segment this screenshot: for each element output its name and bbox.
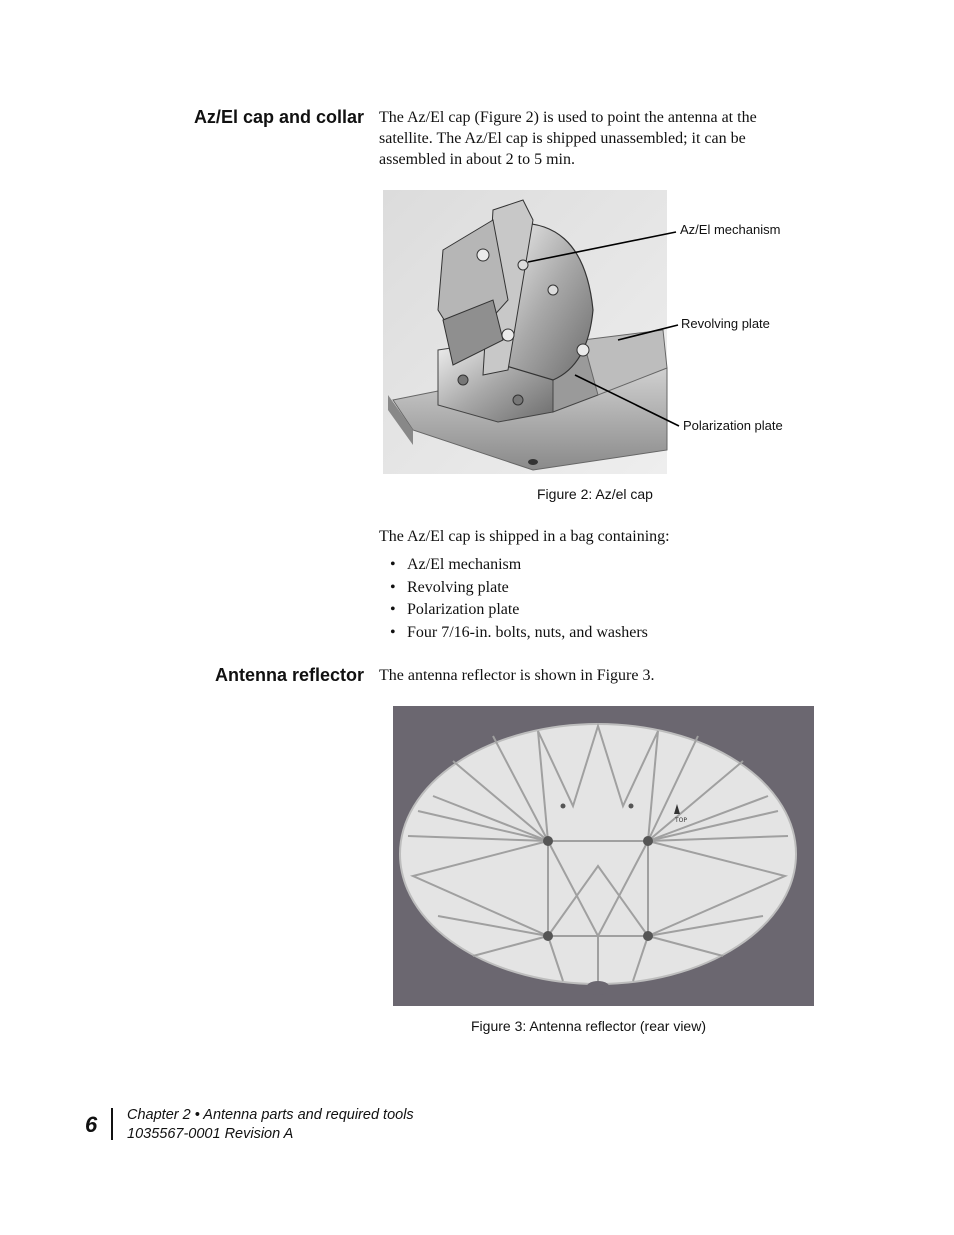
bag-contents-list — [379, 554, 648, 644]
footer-doc-id: 1035567-0001 Revision A — [127, 1126, 294, 1142]
page-number: 6 — [85, 1112, 98, 1137]
section-heading-reflector: Antenna reflector — [214, 665, 364, 685]
bag-intro-text: The Az/El cap is shipped in a bag containing: — [379, 528, 670, 545]
footer-chapter: Chapter 2 • Antenna parts and required tools — [127, 1107, 414, 1123]
antenna-reflector-photo — [393, 706, 814, 1006]
list-item: • Revolving plate — [379, 577, 648, 600]
callout-revolving-plate: Revolving plate — [681, 316, 770, 331]
figure-2-caption: Figure 2: Az/el cap — [537, 486, 653, 502]
section-heading-azel: Az/El cap and collar — [193, 107, 364, 127]
azel-intro-line-1: The Az/El cap (Figure 2) is used to point the antenna at the — [379, 109, 757, 126]
azel-intro-line-2: satellite. The Az/El cap is shipped unassembled; it can be — [379, 130, 746, 147]
azel-intro-paragraph — [379, 107, 799, 170]
list-item: • Az/El mechanism — [379, 554, 648, 577]
figure-3-caption: Figure 3: Antenna reflector (rear view) — [471, 1018, 706, 1034]
footer-divider — [111, 1108, 113, 1140]
reflector-intro-text: The antenna reflector is shown in Figure 3. — [379, 667, 655, 684]
list-item: • Four 7/16-in. bolts, nuts, and washers — [379, 622, 648, 645]
callout-polarization-plate: Polarization plate — [683, 418, 783, 433]
top-marking-label: TOP — [675, 817, 688, 824]
list-item: • Polarization plate — [379, 599, 648, 622]
callout-azel-mechanism: Az/El mechanism — [680, 222, 781, 237]
azel-intro-line-3: assembled in about 2 to 5 min. — [379, 151, 575, 168]
